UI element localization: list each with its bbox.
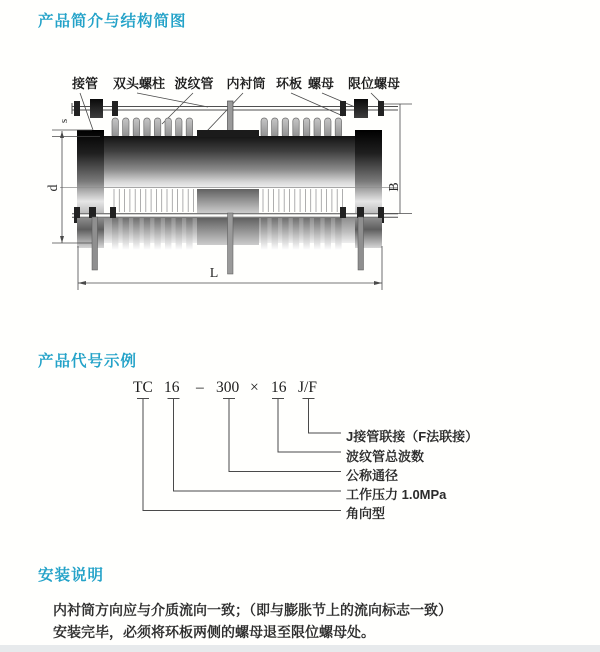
section-heading-install: 安装说明 — [38, 567, 105, 584]
label-ring-plate: 环板 — [275, 76, 303, 91]
code-seg-times: × — [250, 379, 259, 396]
dim-L-label: L — [209, 266, 219, 281]
dim-s-label: s — [58, 118, 70, 124]
callout-diameter: 公称通径 — [346, 467, 399, 483]
page-footer-strip — [0, 645, 600, 652]
callout-waves: 波纹管总波数 — [346, 448, 425, 464]
label-connecting-pipe: 接管 — [71, 76, 99, 91]
label-stud-bolt: 双头螺柱 — [112, 76, 166, 91]
code-seg-pressure: 16 — [164, 379, 180, 396]
label-nut: 螺母 — [307, 76, 335, 91]
code-seg-waves: 16 — [271, 379, 287, 396]
label-bellows: 波纹管 — [174, 76, 214, 91]
code-seg-connection: J/F — [298, 379, 317, 396]
label-limit-nut: 限位螺母 — [347, 76, 401, 91]
install-note-line2: 安装完毕，必须将环板两侧的螺母退至限位螺母处。 — [53, 624, 375, 640]
dim-d-label: d — [46, 184, 61, 192]
code-seg-type: TC — [133, 379, 153, 396]
code-seg-diameter: 300 — [216, 379, 240, 396]
callout-connection: J接管联接（F法联接） — [346, 429, 479, 444]
install-note-line1: 内衬筒方向应与介质流向一致；（即与膨胀节上的流向标志一致） — [53, 602, 452, 618]
callout-type: 角向型 — [346, 506, 386, 521]
code-seg-dash: – — [196, 379, 204, 396]
dim-B-label: B — [387, 182, 402, 192]
label-inner-liner: 内衬筒 — [226, 76, 266, 91]
callout-pressure: 工作压力 1.0MPa — [346, 487, 447, 502]
section-heading-code: 产品代号示例 — [38, 353, 138, 370]
section-heading-intro: 产品简介与结构简图 — [38, 13, 187, 30]
